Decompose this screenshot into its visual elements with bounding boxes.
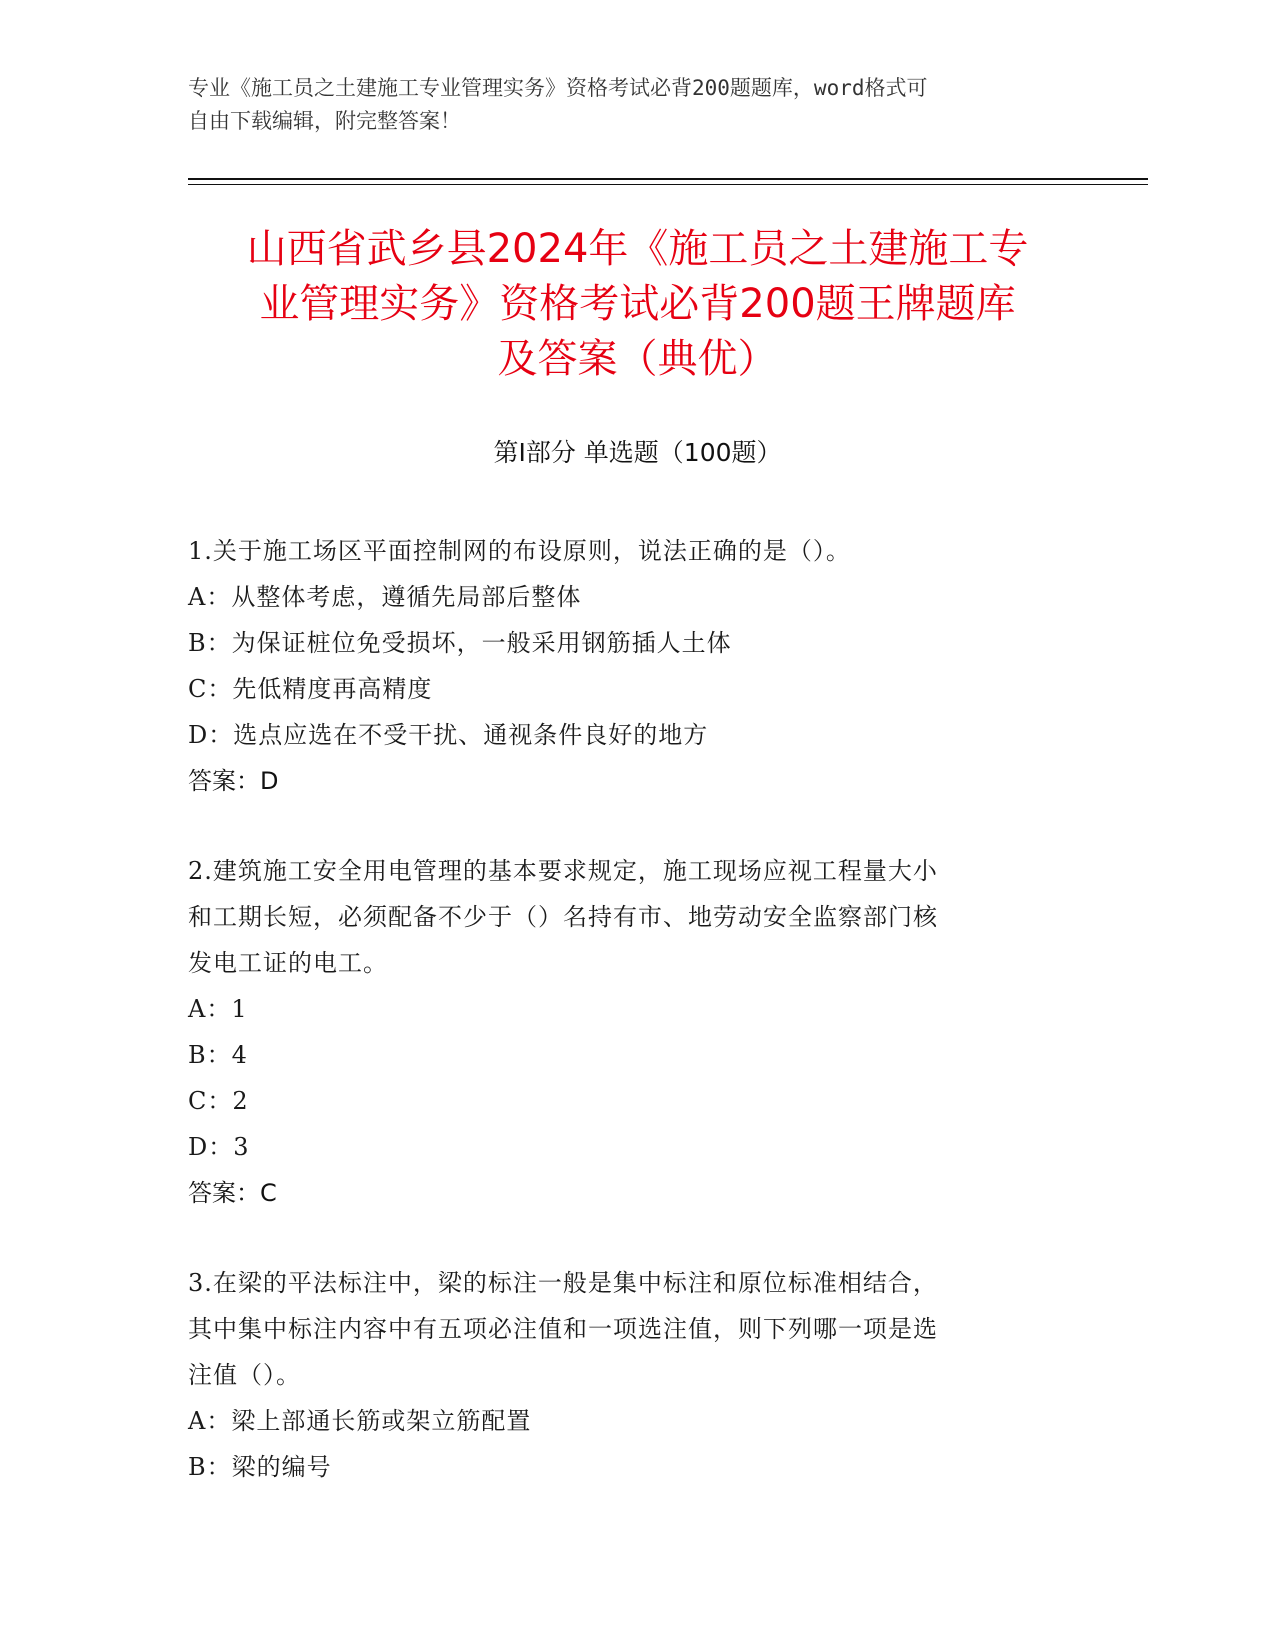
question-block (188, 848, 1068, 1216)
option-b: B：为保证桩位免受损坏，一般采用钢筋插人土体 (188, 629, 732, 657)
option-b: B：4 (188, 1041, 248, 1069)
question-stem: 其中集中标注内容中有五项必注值和一项选注值，则下列哪一项是选 (188, 1315, 938, 1343)
answer-label: 答案：D (188, 767, 279, 795)
question-stem: 发电工证的电工。 (188, 949, 388, 977)
question-stem: 注值（）。 (188, 1361, 301, 1389)
title-line: 及答案（典优） (497, 336, 778, 382)
question-block (188, 528, 1068, 804)
option-a: A：从整体考虑，遵循先局部后整体 (188, 583, 582, 611)
option-a: A：梁上部通长筋或架立筋配置 (188, 1407, 532, 1435)
header-note (188, 72, 1088, 138)
question-stem: 3.在梁的平法标注中，梁的标注一般是集中标注和原位标准相结合， (188, 1269, 938, 1297)
title-line: 山西省武乡县2024年《施工员之土建施工专 (246, 226, 1029, 272)
answer-label: 答案：C (188, 1179, 277, 1207)
option-c: C：先低精度再高精度 (188, 675, 433, 703)
option-c: C：2 (188, 1087, 249, 1115)
question-stem: 2.建筑施工安全用电管理的基本要求规定，施工现场应视工程量大小 (188, 857, 938, 885)
document-title (150, 222, 1125, 387)
header-note-line: 专业《施工员之土建施工专业管理实务》资格考试必背200题题库，word格式可 (188, 76, 928, 100)
question-list (188, 528, 1068, 1490)
option-d: D：选点应选在不受干扰、通视条件良好的地方 (188, 721, 709, 749)
header-note-line: 自由下载编辑，附完整答案！ (188, 109, 461, 133)
question-stem: 1.关于施工场区平面控制网的布设原则，说法正确的是（）。 (188, 537, 851, 565)
question-block (188, 1260, 1068, 1490)
section-heading: 第Ⅰ部分 单选题（100题） (493, 438, 782, 467)
header-divider-thin (188, 184, 1148, 185)
option-d: D：3 (188, 1133, 250, 1161)
title-line: 业管理实务》资格考试必背200题王牌题库 (259, 281, 1016, 327)
header-divider-thick (188, 178, 1148, 180)
option-a: A：1 (188, 995, 248, 1023)
question-stem: 和工期长短，必须配备不少于（）名持有市、地劳动安全监察部门核 (188, 903, 938, 931)
option-b: B：梁的编号 (188, 1453, 332, 1481)
